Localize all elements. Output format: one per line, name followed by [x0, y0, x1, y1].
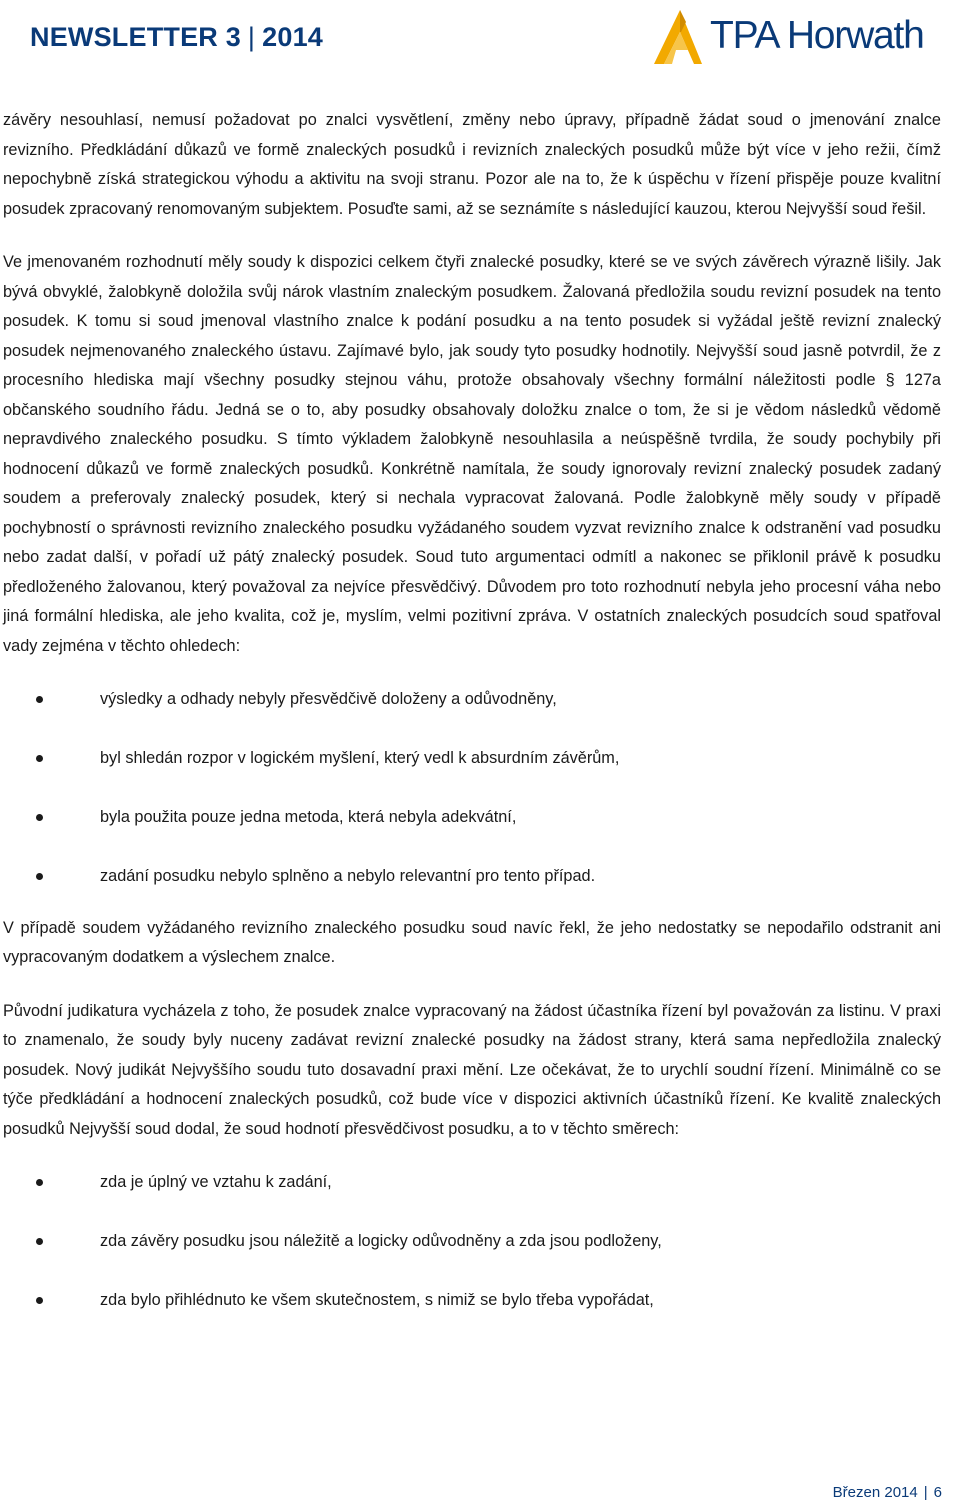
title-separator: | — [247, 22, 256, 52]
list-item — [3, 1286, 941, 1316]
paragraph: závěry nesouhlasí, nemusí požadovat po znalci vysvětlení, změny nebo úpravy, případně žádat soud o jmenování znalce revizního. Předkládání důkazů ve formě znaleckých posudků i revizních znaleckých posudků může být více v jeho režii, čímž nepochybně získá strategickou výhodu a aktivitu na svoji stranu. Pozor ale na to, že k úspěchu v řízení přispěje pouze kvalitní posudek zpracovaný renomovaným subjektem. Posuďte sami, až se seznámíte s následující kauzou, kterou Nejvyšší soud řešil. — [3, 111, 941, 218]
list-item-text: zadání posudku nebylo splněno a nebylo relevantní pro tento případ. — [100, 867, 596, 885]
bullet-icon — [36, 1179, 43, 1186]
list-item-text: výsledky a odhady nebyly přesvědčivě doloženy a odůvodněny, — [100, 690, 557, 708]
list-item — [3, 744, 941, 774]
list-item-text: byl shledán rozpor v logickém myšlení, který vedl k absurdním závěrům, — [100, 749, 620, 767]
list-item-text: zda bylo přihlédnuto ke všem skutečnostem, s nimiž se bylo třeba vypořádat, — [100, 1291, 654, 1309]
bullet-icon — [36, 873, 43, 880]
article-body — [3, 106, 941, 1338]
bullet-icon — [36, 1238, 43, 1245]
list-item-text: zda je úplný ve vztahu k zadání, — [100, 1173, 332, 1191]
list-item — [3, 685, 941, 715]
bullet-icon — [36, 1297, 43, 1304]
logo-text: TPA Horwath — [710, 14, 924, 57]
newsletter-label: NEWSLETTER 3 — [30, 22, 241, 52]
list-item — [3, 803, 941, 833]
bullet-icon — [36, 696, 43, 703]
page-number: 6 — [933, 1484, 942, 1501]
bullet-icon — [36, 755, 43, 762]
newsletter-title — [30, 22, 323, 53]
newsletter-year: 2014 — [262, 22, 324, 52]
paragraph: Původní judikatura vycházela z toho, že posudek znalce vypracovaný na žádost účastníka řízení byl považován za listinu. V praxi to znamenalo, že soudy byly nuceny zadávat revizní znalecké posudky na žádost strany, která sama nepředložila znalecký posudek. Nový judikát Nejvyššího soudu tuto dosavadní praxi mění. Lze očekávat, že to urychlí soudní řízení. Minimálně co se týče předkládání a hodnocení znaleckých posudků, což bude více v dispozici aktivních účastníků řízení. Ke kvalitě znaleckých posudků Nejvyšší soud dodal, že soud hodnotí přesvědčivost posudku, a to v těchto směrech: — [3, 1001, 941, 1138]
list-item — [3, 1227, 941, 1257]
footer-date: Březen 2014 — [832, 1484, 918, 1501]
criteria-list — [3, 1168, 941, 1316]
footer-separator: | — [923, 1484, 928, 1501]
defects-list — [3, 685, 941, 892]
list-item-text: zda závěry posudku jsou náležitě a logicky odůvodněny a zda jsou podloženy, — [100, 1232, 662, 1250]
list-item — [3, 1168, 941, 1198]
page-header — [0, 0, 960, 80]
bullet-icon — [36, 814, 43, 821]
paragraph: Ve jmenovaném rozhodnutí měly soudy k dispozici celkem čtyři znalecké posudky, které se ve svých závěrech výrazně lišily. Jak bývá obvyklé, žalobkyně doložila svůj nárok vlastním znaleckým posudkem. Žalovaná předložila soudu revizní posudek na tento posudek. K tomu si soud jmenoval vlastního znalce k podání posudku a na tento posudek si vyžádal ještě revizní znalecký posudek nejmenovaného znaleckého ústavu. Zajímavé bylo, jak soudy tyto posudky hodnotily. Nejvyšší soud jasně potvrdil, že z procesního hlediska mají všechny posudky stejnou váhu, protože obsahovaly všechny formální náležitosti podle § 127a občanského soudního řádu. Jedná se o to, aby posudky obsahovaly doložku znalce o tom, že si je vědom následků vědomě nepravdivého znaleckého posudku. S tímto výkladem žalobkyně nesouhlasila a neúspěšně tvrdila, že soudy pochybily při hodnocení důkazů ve formě znaleckých posudků. Konkrétně namítala, že soudy ignorovaly revizní znalecký posudek zadaný soudem a preferovaly znalecký posudek, který si nechala vypracovat žalovaná. Podle žalobkyně měly soudy v případě pochybností o správnosti revizního znaleckého posudku vyžádaného soudem vyzvat revizního znalce k odstranění vad posudku nebo zadat další, v pořadí už pátý znalecký posudek. Soud tuto argumentaci odmítl a nakonec se přiklonil právě k posudku předloženého žalovanou, který považoval za nejvíce přesvědčivý. Důvodem pro toto rozhodnutí nebyla jeho procesní váha nebo jiná formální hlediska, ale jeho kvalita, což je, myslím, velmi pozitivní zpráva. V ostatních znaleckých posudcích soud spatřoval vady zejména v těchto ohledech: — [3, 253, 941, 655]
list-item-text: byla použita pouze jedna metoda, která nebyla adekvátní, — [100, 808, 517, 826]
company-logo — [650, 6, 956, 68]
paragraph: V případě soudem vyžádaného revizního znaleckého posudku soud navíc řekl, že jeho nedostatky se nepodařilo odstranit ani vypracovaným dodatkem a výslechem znalce. — [3, 918, 941, 966]
list-item — [3, 862, 941, 892]
logo-mark-icon — [650, 6, 710, 68]
page-footer — [833, 1484, 942, 1501]
